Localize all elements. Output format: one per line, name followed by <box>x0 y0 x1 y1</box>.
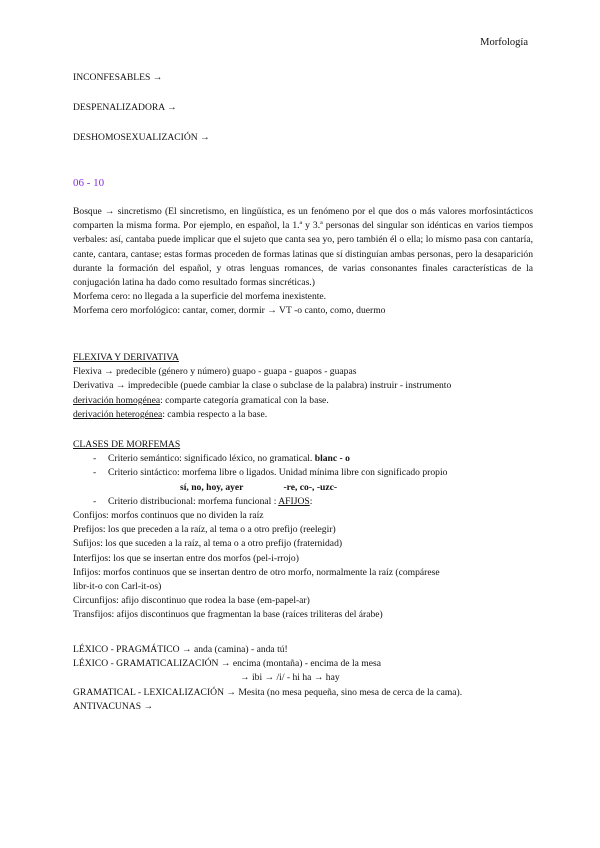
list-dash: - <box>93 467 97 479</box>
word-despenalizadora: DESPENALIZADORA → <box>73 102 177 113</box>
criterio-semantico <box>73 452 533 466</box>
sufijos-line: Sufijos: los que suceden a la raíz, al tema o a otro prefijo (fraternidad) <box>73 538 343 550</box>
date-heading: 06 - 10 <box>73 177 105 189</box>
criterio-distribucional <box>73 495 533 509</box>
prefijos-line: Prefijos: los que preceden a la raíz, al tema o a otro prefijo (reelegir) <box>73 524 336 536</box>
antivacunas-line: ANTIVACUNAS → <box>73 700 154 712</box>
libres-example: sí, no, hoy, ayer <box>180 481 244 493</box>
derivacion-homogenea-term: derivación homogénea <box>73 394 161 406</box>
header-title: Morfología <box>480 37 528 48</box>
infijos-line-cont: libr-it-o con Carl-it-os) <box>73 581 162 593</box>
bosque-paragraph: Bosque → sincretismo (El sincretismo, en lingüística, es un fenómeno por el que dos o más valores morfosintácticos comparten la misma forma. Por ejemplo, en español, la 1.ª y 3.ª personas del singular son idénticas en varios tiempos verbales: así, cantaba puede implicar que el sujeto que canta sea yo, pero también él o ella; lo mismo pasa con cantaría, cante, cantara, cantase; estas formas proceden de formas latinas que sí distinguían ambas personas, pero la desaparición durante la formación del español, y otras lenguas romances, de varias consonantes finales características de la conjugación latina ha dado como resultado formas sincréticas.) <box>73 206 533 289</box>
derivativa-line: Derivativa → impredecible (puede cambiar la clase o subclase de la palabra) instruir - instrumento <box>73 380 452 392</box>
morfema-cero-morfologico-line <box>73 304 533 318</box>
lexico-section <box>73 643 533 714</box>
interfijos-line: Interfijos: los que se insertan entre dos morfos (pel-i-rrojo) <box>73 552 299 564</box>
infijos-line: Infijos: morfos continuos que se insertan dentro de otro morfo, normalmente la raíz (compárese <box>73 566 440 578</box>
derivacion-heterogenea-def: : cambia respecto a la base. <box>162 408 268 420</box>
word-deshomosexualizacion: DESHOMOSEXUALIZACIÓN → <box>73 132 210 143</box>
gramatical-lexicalizacion-line: GRAMATICAL - LEXICALIZACIÓN → Mesita (no mesa pequeña, sino mesa de cerca de la cama). <box>73 686 463 698</box>
list-dash: - <box>93 495 97 507</box>
lexico-gramaticalizacion-line: LÉXICO - GRAMATICALIZACIÓN → encima (montaña) - encima de la mesa <box>73 658 381 670</box>
afijos-colon: : <box>309 495 313 507</box>
circunfijos-line: Circunfijos: afijo discontinuo que rodea la base (em-papel-ar) <box>73 595 310 607</box>
clases-heading: CLASES DE MORFEMAS <box>73 439 181 450</box>
derivacion-heterogenea-line <box>73 408 533 422</box>
derivacion-heterogenea-term: derivación heterogénea <box>73 408 163 420</box>
cero-morf-suffix: → VT -o canto, como, duermo <box>264 305 386 317</box>
list-dash: - <box>93 453 97 465</box>
cero-morf-prefix: Morfema cero morfológico: <box>73 305 183 317</box>
flexiva-heading: FLEXIVA Y DERIVATIVA <box>73 352 179 363</box>
flexiva-section <box>73 351 533 422</box>
lexico-pragmatico-line: LÉXICO - PRAGMÁTICO → anda (camina) - anda tú! <box>73 644 288 655</box>
criterio-distribucional-text: Criterio distribucional: morfema funcional : <box>108 495 279 507</box>
criterio-sintactico <box>73 466 533 480</box>
word-inconfesables: INCONFESABLES → <box>73 72 163 83</box>
flexiva-line: Flexiva → predecible (género y número) guapo - guapa - guapos - guapas <box>73 366 357 378</box>
derivacion-homogenea-def: : comparte categoría gramatical con la base. <box>160 394 329 406</box>
cero-morf-bold: cantar, comer, dormir <box>182 305 265 317</box>
clases-section <box>73 438 533 623</box>
ibi-line: → ibi → /i/ - hi ha → hay <box>240 672 340 684</box>
morfema-cero-line: Morfema cero: no llegada a la superficie del morfema inexistente. <box>73 291 327 303</box>
criterio-semantico-text: Criterio semántico: significado léxico, no gramatical. <box>108 453 315 465</box>
derivacion-homogenea-line <box>73 394 533 408</box>
criterio-sintactico-text: Criterio sintáctico: morfema libre o ligados. Unidad mínima libre con significado propio <box>108 467 448 479</box>
afijos-term: AFIJOS <box>278 495 310 507</box>
ligados-example: -re, co-, -uzc- <box>283 481 338 493</box>
criterio-semantico-example: blanc - o <box>314 453 350 465</box>
criterio-sintactico-examples <box>73 481 533 495</box>
bosque-section <box>73 205 533 319</box>
confijos-line: Confijos: morfos continuos que no dividen la raíz <box>73 510 264 522</box>
transfijos-line: Transfijos: afijos discontinuos que fragmentan la base (raíces triliteras del árabe) <box>73 609 383 621</box>
